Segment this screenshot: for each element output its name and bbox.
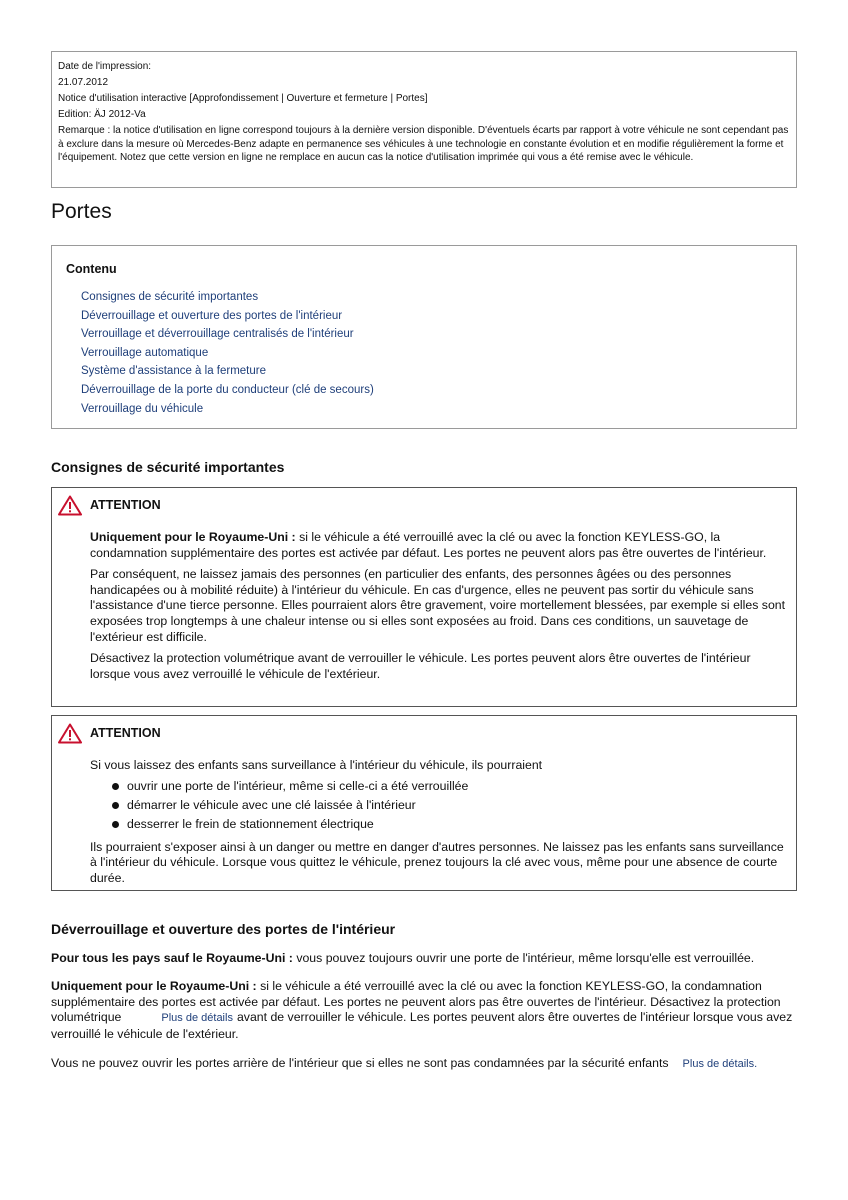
toc-link-vehicle-locking[interactable]: Verrouillage du véhicule [81, 402, 204, 415]
warning-paragraph: Par conséquent, ne laissez jamais des personnes (en particulier des enfants, des personnes âgées ou des personnes handicapées ou à mobilité réduite) à l'intérieur du véhicule. En cas d'urgence, elles ne peuvent pas sortir du véhicule sans l'assistance d'une tierce personne. Elles pourraient alors être gravement, voire mortellement blessées, par exemple si elles sont exposées trop longtemps à une chaleur intense ou si elles sont exposées au froid. Dans ces conditions, un sauvetage de l'extérieur est difficile. [90, 567, 786, 644]
warning-triangle-icon [58, 723, 82, 744]
remark-text: Remarque : la notice d'utilisation en ligne correspond toujours à la dernière version disponible. D'éventuels écarts par rapport à votre véhicule ne sont cependant pas à exclure dans la mesure où Mercedes-Benz adapte en permanence ses véhicules à une technologie en constante évolution et en modifie régulièrement la forme et l'équipement. Notez que cette version en ligne ne remplace en aucun cas la notice d'utilisation imprimée qui vous a été remise avec le véhicule. [58, 125, 789, 163]
toc-link-safety[interactable]: Consignes de sécurité importantes [81, 291, 259, 303]
warning-title: ATTENTION [90, 498, 161, 512]
details-link[interactable]: Plus de détails [682, 1058, 755, 1070]
toc-list [66, 288, 782, 418]
period: . [754, 1058, 758, 1070]
body-text: si le véhicule a été verrouillé avec la clé ou avec la fonction KEYLESS-GO, la condamnation supplémentaire des portes est activée par défaut. Les portes ne peuvent alors pas être ouvertes de l'intérieur. Désactivez la protection volumétrique [51, 979, 781, 1025]
bullet-item: desserrer le frein de stationnement électrique [112, 815, 796, 834]
body-paragraph [51, 1056, 797, 1073]
bold-lead: Uniquement pour le Royaume-Uni : [51, 979, 257, 993]
body-paragraph [51, 951, 797, 967]
toc-link-driver-door-emergency[interactable]: Déverrouillage de la porte du conducteur (clé de secours) [81, 383, 374, 396]
section-heading-safety: Consignes de sécurité importantes [51, 459, 285, 475]
warning-box-2 [51, 715, 797, 891]
warning-bold-lead: Uniquement pour le Royaume-Uni : [90, 530, 296, 544]
body-text: avant de verrouiller le véhicule. Les portes peuvent alors être ouvertes de l'intérieur lorsque vous avez verrouillé le véhicule de l'extérieur. [51, 1010, 793, 1041]
details-link[interactable]: Plus de détails [161, 1012, 233, 1025]
print-info-box [51, 51, 797, 188]
table-of-contents [51, 245, 797, 429]
warning-outro: Ils pourraient s'exposer ainsi à un danger ou mettre en danger d'autres personnes. Ne laissez pas les enfants sans surveillance à l'intérieur du véhicule. Lorsque vous quittez le véhicule, prenez toujours la clé avec vous, même pour une absence de courte durée. [90, 839, 784, 885]
warning-paragraph: Désactivez la protection volumétrique avant de verrouiller le véhicule. Les portes peuvent alors être ouvertes de l'intérieur lorsque vous avez verrouillé le véhicule de l'extérieur. [90, 651, 751, 681]
print-date: 21.07.2012 [58, 77, 109, 88]
warning-text: si le véhicule a été verrouillé avec la clé ou avec la fonction KEYLESS-GO, la condamnation supplémentaire des portes est activée par défaut. Les portes ne peuvent alors pas être ouvertes de l'intérieur. [90, 530, 767, 560]
warning-intro: Si vous laissez des enfants sans surveillance à l'intérieur du véhicule, ils pourraient [90, 758, 543, 772]
toc-link-unlock-inside[interactable]: Déverrouillage et ouverture des portes de l'intérieur [81, 309, 343, 322]
toc-heading: Contenu [66, 262, 117, 276]
body-text: Vous ne pouvez ouvrir les portes arrière de l'intérieur que si elles ne sont pas condamnées par la sécurité enfants [51, 1056, 669, 1070]
warning-box-1 [51, 487, 797, 707]
warning-triangle-icon [58, 495, 82, 516]
warning-bullet-list [90, 777, 796, 834]
print-date-label: Date de l'impression: [58, 61, 152, 72]
toc-link-central-locking[interactable]: Verrouillage et déverrouillage centralisés de l'intérieur [81, 328, 354, 341]
bullet-item: ouvrir une porte de l'intérieur, même si celle-ci a été verrouillée [112, 777, 796, 796]
page-title: Portes [51, 200, 112, 223]
toc-link-auto-locking[interactable]: Verrouillage automatique [81, 346, 209, 359]
edition: Edition: ÄJ 2012-Va [58, 109, 146, 120]
warning-paragraph [90, 530, 796, 561]
warning-title: ATTENTION [90, 726, 161, 740]
body-text: vous pouvez toujours ouvrir une porte de l'intérieur, même lorsqu'elle est verrouillée. [292, 951, 755, 965]
bullet-item: démarrer le véhicule avec une clé laissée à l'intérieur [112, 796, 796, 815]
body-paragraph [51, 979, 797, 1042]
bold-lead: Pour tous les pays sauf le Royaume-Uni : [51, 951, 293, 965]
notice-title: Notice d'utilisation interactive [Approfondissement | Ouverture et fermeture | Portes] [58, 93, 428, 104]
section-heading-unlock-inside: Déverrouillage et ouverture des portes de l'intérieur [51, 921, 396, 937]
toc-link-closing-assist[interactable]: Système d'assistance à la fermeture [81, 365, 266, 378]
